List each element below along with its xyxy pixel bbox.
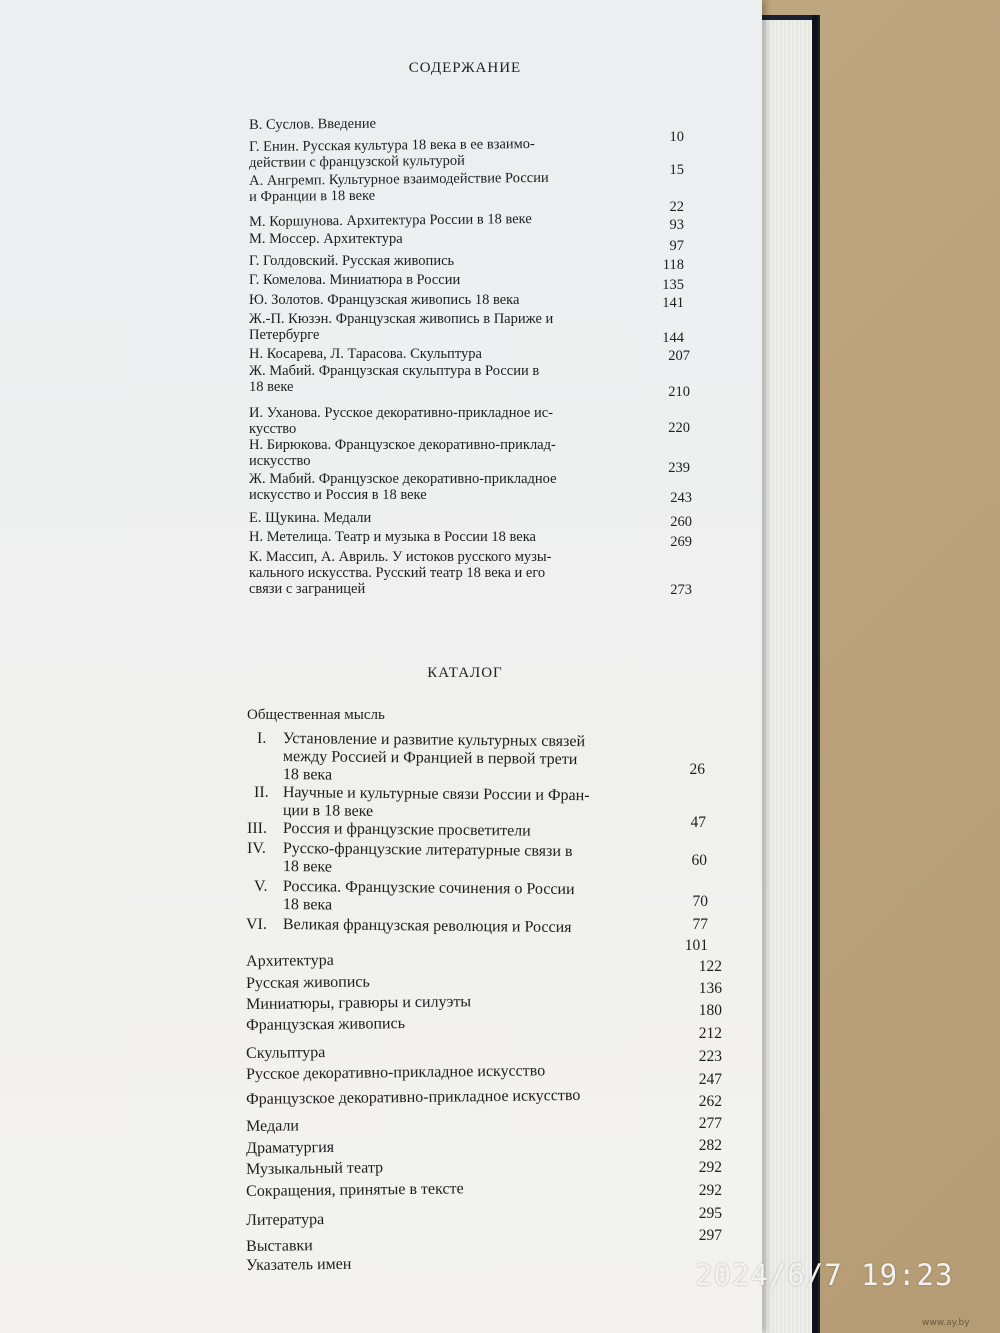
catalog-page-number: 136 [698,980,722,997]
contents-page-number: 269 [670,534,692,550]
catalog-page-number: 60 [691,852,707,869]
contents-entry-line: и Франции в 18 веке [249,187,376,205]
catalog-subsection-line: Научные и культурные связи России и Фран- [282,784,590,805]
contents-heading: СОДЕРЖАНИЕ [408,60,522,76]
contents-entry-line: И. Уханова. Русское декоративно-прикладное ис- [249,405,553,421]
contents-entry-line: К. Массип, А. Авриль. У истоков русского музы- [249,549,552,565]
catalog-section-title: Выставки [246,1237,313,1255]
catalog-page-number: 26 [689,761,705,778]
catalog-page-number: 122 [698,958,722,975]
catalog-roman-numeral: III. [247,820,267,837]
catalog-page-number: 212 [698,1025,722,1042]
catalog-page-number: 101 [684,937,708,954]
contents-entry-line: кусство [249,421,297,437]
catalog-page-number: 282 [698,1137,722,1154]
catalog-page-number: 47 [690,814,706,831]
contents-page-number: 22 [669,199,684,215]
catalog-section-title: Французская живопись [246,1015,406,1034]
catalog-subsection-line: 18 века [282,766,333,784]
contents-entry-line: 18 веке [249,379,294,395]
catalog-section-title: Литература [246,1211,325,1229]
catalog-subsection-line: между Россией и Францией в первой трети [282,748,578,769]
catalog-section-title: Медали [246,1117,300,1135]
catalog-section-title: Скульптура [246,1044,326,1062]
contents-page-number: 97 [669,238,684,254]
site-watermark: www.ay.by [922,1318,970,1328]
catalog-section-title: Сокращения, принятые в тексте [246,1180,464,1200]
contents-entry-line: связи с заграницей [249,581,366,597]
catalog-roman-numeral: IV. [247,840,266,857]
contents-entry-line: Ж.-П. Кюзэн. Французская живопись в Париже и [249,311,554,327]
catalog-section-title: Миниатюры, гравюры и силуэты [246,993,472,1013]
contents-entry-line: В. Суслов. Введение [249,115,377,133]
contents-entry-line: А. Ангремп. Культурное взаимодействие России [249,169,549,189]
catalog-section-title: Музыкальный театр [246,1159,384,1178]
catalog-page-number: 262 [698,1093,722,1110]
contents-page-number: 93 [669,217,684,233]
contents-page-number: 260 [670,514,692,530]
catalog-subsection-line: Великая французская революция и Россия [282,916,572,937]
catalog-subsection-line: 18 веке [282,858,333,876]
contents-entry-line: искусство [249,453,311,469]
contents-page-number: 10 [669,129,684,145]
contents-entry-line: Петербурге [249,327,320,343]
catalog-page-number: 77 [692,916,708,933]
contents-entry-line: М. Моссер. Архитектура [249,231,403,247]
contents-page-number: 207 [668,348,690,364]
contents-page-number: 243 [670,490,692,506]
contents-entry-line: искусство и Россия в 18 веке [249,487,427,503]
catalog-section-title: Французское декоративно-прикладное искусство [246,1086,581,1108]
catalog-section-title: Указатель имен [246,1255,352,1274]
catalog-subsection-line: Русско-французские литературные связи в [282,840,573,861]
catalog-page-number: 292 [698,1182,722,1199]
catalog-roman-numeral: II. [254,784,269,801]
catalog-page-number: 292 [698,1159,722,1176]
catalog-subsection-line: Россия и французские просветители [282,820,531,840]
catalog-roman-numeral: I. [257,730,267,747]
catalog-roman-numeral: V. [254,878,268,895]
catalog-section-title: Архитектура [246,951,334,970]
contents-entry-line: Г. Енин. Русская культура 18 века в ее взаимо- [249,136,535,155]
contents-entry-line: Н. Бирюкова. Французское декоративно-приклад- [249,437,556,453]
catalog-section-label: Общественная мысль [247,707,385,723]
catalog-page-number: 297 [698,1227,722,1244]
catalog-roman-numeral: VI. [246,916,267,933]
catalog-page-number: 223 [698,1048,722,1065]
contents-entry-line: Н. Косарева, Л. Тарасова. Скульптура [249,346,482,362]
catalog-page-number: 295 [698,1205,722,1222]
contents-entry-line: кального искусства. Русский театр 18 века и его [249,565,546,581]
photo-timestamp: 2024/6/7 19:23 [695,1258,954,1292]
catalog-subsection-line: Установление и развитие культурных связей [282,730,586,751]
contents-page-number: 144 [662,330,684,346]
contents-entry-line: Ж. Мабий. Французская скульптура в России в [249,363,540,379]
contents-entry-line: Е. Щукина. Медали [249,510,372,526]
contents-entry-line: Ж. Мабий. Французское декоративно-прикладное [249,471,557,487]
contents-entry-line: Ю. Золотов. Французская живопись 18 века [249,292,520,308]
catalog-section-title: Русская живопись [246,973,370,992]
contents-page-number: 135 [662,277,684,293]
contents-page-number: 141 [662,295,684,311]
catalog-section-title: Драматургия [246,1138,335,1157]
contents-page-number: 118 [662,257,684,273]
contents-page-number: 220 [668,420,690,436]
catalog-section-title: Русское декоративно-прикладное искусство [246,1062,546,1083]
catalog-subsection-line: ции в 18 веке [282,802,374,820]
catalog-page-number: 247 [698,1071,722,1088]
catalog-page-number: 70 [692,893,708,910]
catalog-heading: КАТАЛОГ [427,665,503,681]
contents-entry-line: Н. Метелица. Театр и музыка в России 18 века [249,529,536,545]
contents-entry-line: Г. Голдовский. Русская живопись [249,253,455,269]
contents-entry-line: М. Коршунова. Архитектура России в 18 веке [249,211,532,230]
catalog-page-number: 180 [698,1002,722,1019]
contents-entry-line: Г. Комелова. Миниатюра в России [249,272,461,288]
contents-page-number: 210 [668,384,690,400]
contents-entry-line: действии с французской культурой [249,152,465,171]
contents-page-number: 15 [669,162,684,178]
catalog-subsection-line: Россика. Французские сочинения о России [282,878,575,899]
catalog-page-number: 277 [698,1115,722,1132]
catalog-subsection-line: 18 века [282,896,333,914]
contents-page-number: 239 [668,460,690,476]
contents-page-number: 273 [670,582,692,598]
